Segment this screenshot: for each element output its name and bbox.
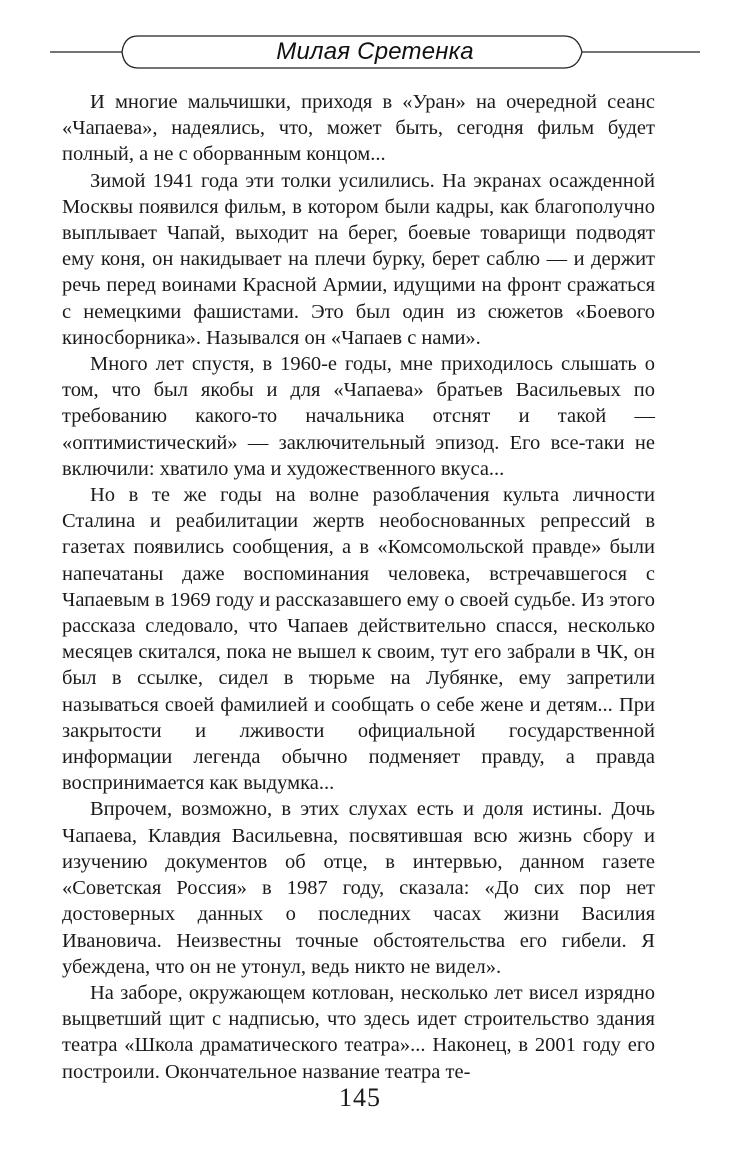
paragraph: И многие мальчишки, приходя в «Уран» на очередной сеанс «Чапаева», надеялись, что, может быть, сегодня фильм будет полный, а не с оборванным концом...: [62, 91, 655, 166]
running-title: Милая Сретенка: [276, 38, 474, 65]
body-text: [62, 89, 655, 1085]
paragraph: Но в те же годы на волне разоблачения культа личности Сталина и реабилитации жертв необоснованных репрессий в газетах появились сообщения, а в «Комсомольской правде» были напечатаны даже воспоминания человека, встречавшегося с Чапаевым в 1969 году и рассказавшего ему о своей судьбе. Из этого рассказа следовало, что Чапаев действительно спасся, несколько месяцев скитался, пока не вышел к своим, тут его забрали в ЧК, он был в ссылке, сидел в тюрьме на Лубянке, ему запретили называться своей фамилией и сообщать о себе жене и детям... При закрытости и лживости официальной государственной информации легенда обычно подменяет правду, а правда воспринимается как выдумка...: [62, 484, 655, 795]
page-number: 145: [339, 1083, 381, 1112]
running-header: [50, 34, 700, 70]
paragraph: Много лет спустя, в 1960-е годы, мне приходилось слышать о том, что был якобы и для «Чапаева» братьев Васильевых по требованию какого-то начальника отснят и такой — «оптимистический» — заключительный эпизод. Его все-таки не включили: хватило ума и художественного вкуса...: [62, 353, 655, 480]
paragraph: Впрочем, возможно, в этих слухах есть и доля истины. Дочь Чапаева, Клавдия Васильевна, посвятившая всю жизнь сбору и изучению документов об отце, в интервью, данном газете «Советская Россия» в 1987 году, сказала: «До сих пор нет достоверных данных о последних часах жизни Василия Ивановича. Неизвестны точные обстоятельства его гибели. Я убеждена, что он не утонул, ведь никто не видел».: [62, 798, 655, 978]
paragraph: Зимой 1941 года эти толки усилились. На экранах осажденной Москвы появился фильм, в котором были кадры, как благополучно выплывает Чапай, выходит на берег, боевые товарищи подводят ему коня, он накидывает на плечи бурку, берет саблю — и держит речь перед воинами Красной Армии, идущими на фронт сражаться с немецкими фашистами. Это был один из сюжетов «Боевого киносборника». Назывался он «Чапаев с нами».: [62, 169, 655, 349]
paragraph: На заборе, окружающем котлован, несколько лет висел изрядно выцветший щит с надписью, что здесь идет строительство здания театра «Школа драматического театра»... Наконец, в 2001 году его построили. Окончательное название театра те-: [62, 981, 655, 1083]
